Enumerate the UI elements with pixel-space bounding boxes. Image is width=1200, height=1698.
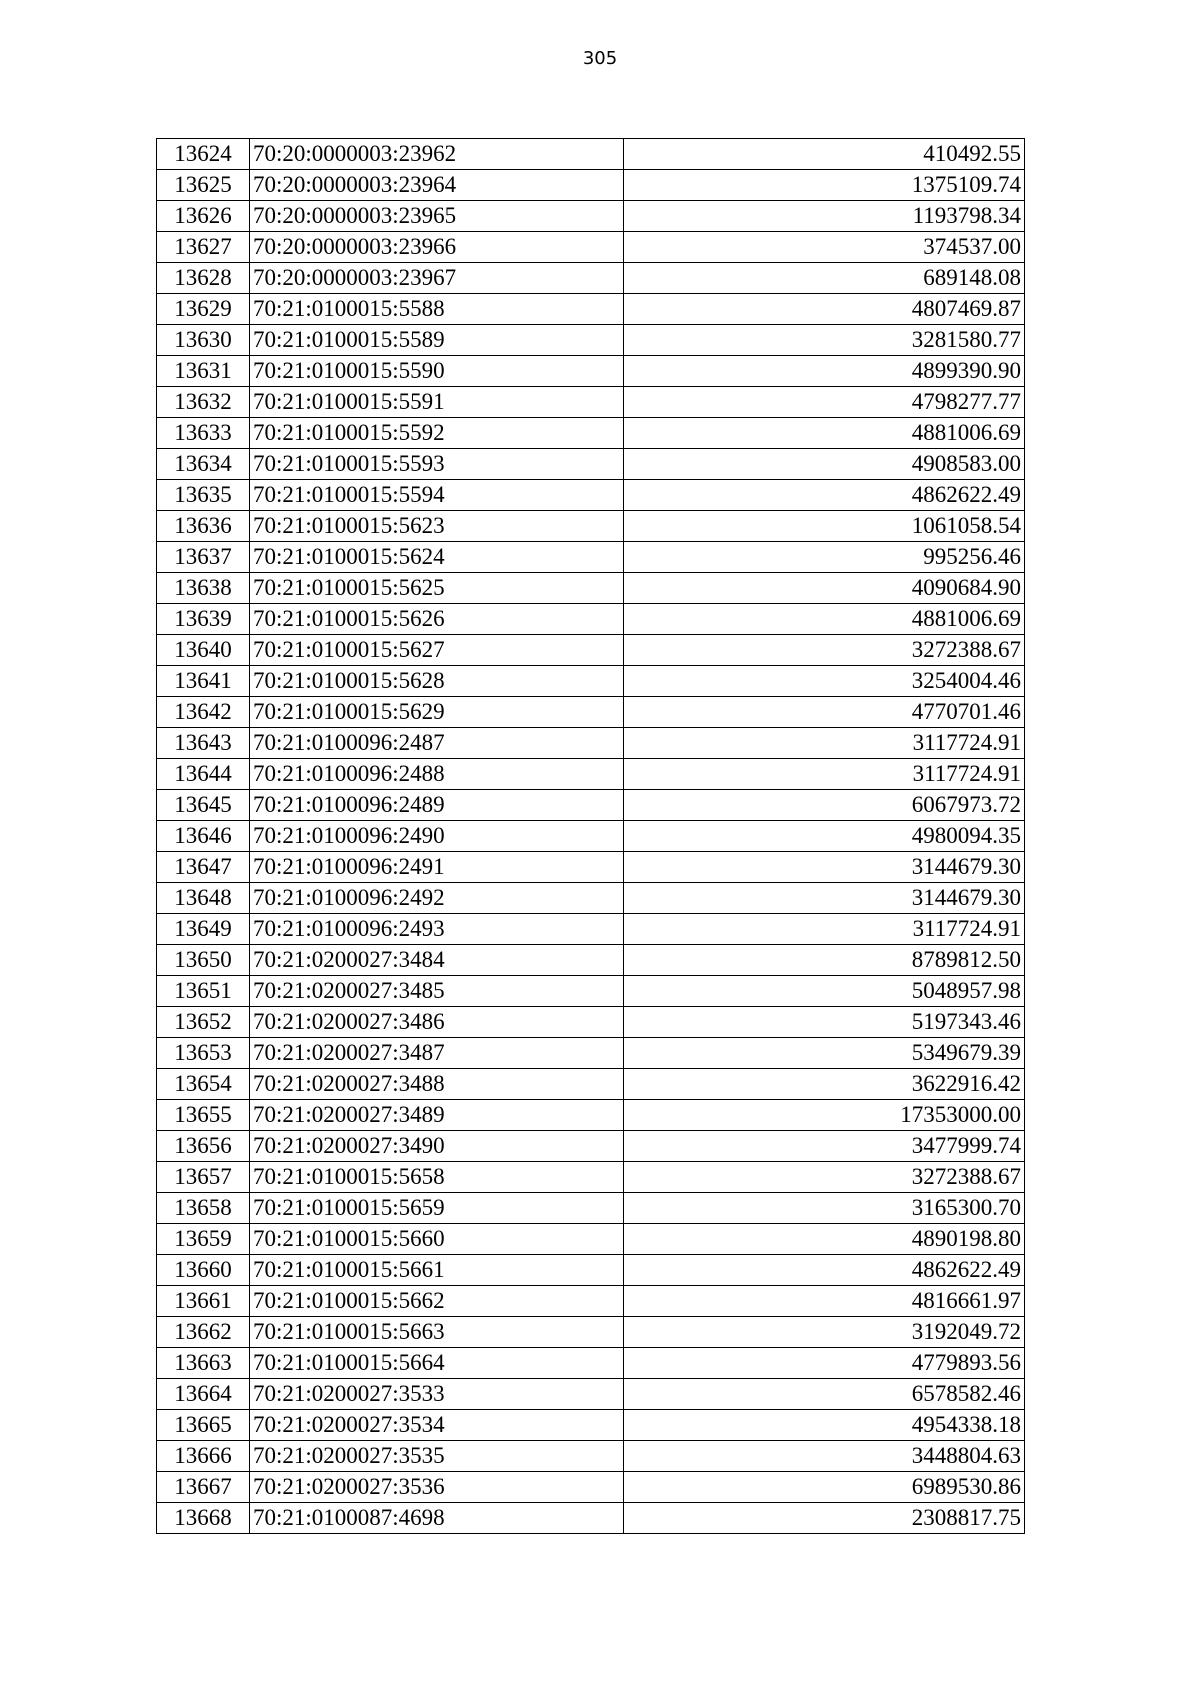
row-number-cell: 13663 bbox=[157, 1348, 250, 1379]
value-cell: 6989530.86 bbox=[624, 1472, 1025, 1503]
cadastral-number-cell: 70:20:0000003:23964 bbox=[250, 170, 624, 201]
row-number-cell: 13637 bbox=[157, 542, 250, 573]
value-cell: 2308817.75 bbox=[624, 1503, 1025, 1534]
value-cell: 4090684.90 bbox=[624, 573, 1025, 604]
cadastral-number-cell: 70:21:0100096:2489 bbox=[250, 790, 624, 821]
row-number-cell: 13646 bbox=[157, 821, 250, 852]
value-cell: 4899390.90 bbox=[624, 356, 1025, 387]
cadastral-number-cell: 70:21:0100015:5662 bbox=[250, 1286, 624, 1317]
row-number-cell: 13650 bbox=[157, 945, 250, 976]
cadastral-number-cell: 70:21:0100087:4698 bbox=[250, 1503, 624, 1534]
row-number-cell: 13668 bbox=[157, 1503, 250, 1534]
table-row bbox=[157, 1069, 1025, 1100]
cadastral-number-cell: 70:21:0100015:5590 bbox=[250, 356, 624, 387]
row-number-cell: 13664 bbox=[157, 1379, 250, 1410]
row-number-cell: 13636 bbox=[157, 511, 250, 542]
cadastral-number-cell: 70:21:0100015:5593 bbox=[250, 449, 624, 480]
value-cell: 3622916.42 bbox=[624, 1069, 1025, 1100]
table-row bbox=[157, 1100, 1025, 1131]
value-cell: 4954338.18 bbox=[624, 1410, 1025, 1441]
value-cell: 4881006.69 bbox=[624, 604, 1025, 635]
table-row bbox=[157, 914, 1025, 945]
cadastral-number-cell: 70:21:0100096:2493 bbox=[250, 914, 624, 945]
registry-table-body bbox=[157, 139, 1025, 1534]
cadastral-number-cell: 70:21:0200027:3490 bbox=[250, 1131, 624, 1162]
value-cell: 3281580.77 bbox=[624, 325, 1025, 356]
value-cell: 4807469.87 bbox=[624, 294, 1025, 325]
cadastral-number-cell: 70:21:0100015:5658 bbox=[250, 1162, 624, 1193]
table-row bbox=[157, 1441, 1025, 1472]
row-number-cell: 13633 bbox=[157, 418, 250, 449]
table-row bbox=[157, 1224, 1025, 1255]
table-row bbox=[157, 1503, 1025, 1534]
table-row bbox=[157, 511, 1025, 542]
value-cell: 4862622.49 bbox=[624, 1255, 1025, 1286]
row-number-cell: 13665 bbox=[157, 1410, 250, 1441]
value-cell: 1375109.74 bbox=[624, 170, 1025, 201]
table-row bbox=[157, 666, 1025, 697]
cadastral-number-cell: 70:21:0200027:3488 bbox=[250, 1069, 624, 1100]
row-number-cell: 13642 bbox=[157, 697, 250, 728]
table-row bbox=[157, 1317, 1025, 1348]
value-cell: 995256.46 bbox=[624, 542, 1025, 573]
row-number-cell: 13662 bbox=[157, 1317, 250, 1348]
row-number-cell: 13644 bbox=[157, 759, 250, 790]
cadastral-number-cell: 70:21:0200027:3489 bbox=[250, 1100, 624, 1131]
cadastral-number-cell: 70:21:0100096:2487 bbox=[250, 728, 624, 759]
value-cell: 3165300.70 bbox=[624, 1193, 1025, 1224]
cadastral-number-cell: 70:21:0100096:2492 bbox=[250, 883, 624, 914]
row-number-cell: 13648 bbox=[157, 883, 250, 914]
value-cell: 3144679.30 bbox=[624, 852, 1025, 883]
cadastral-number-cell: 70:21:0100015:5659 bbox=[250, 1193, 624, 1224]
table-row bbox=[157, 1131, 1025, 1162]
row-number-cell: 13632 bbox=[157, 387, 250, 418]
cadastral-number-cell: 70:21:0100096:2488 bbox=[250, 759, 624, 790]
row-number-cell: 13666 bbox=[157, 1441, 250, 1472]
row-number-cell: 13628 bbox=[157, 263, 250, 294]
cadastral-number-cell: 70:21:0100096:2490 bbox=[250, 821, 624, 852]
value-cell: 410492.55 bbox=[624, 139, 1025, 170]
row-number-cell: 13629 bbox=[157, 294, 250, 325]
value-cell: 3117724.91 bbox=[624, 728, 1025, 759]
table-row bbox=[157, 418, 1025, 449]
row-number-cell: 13654 bbox=[157, 1069, 250, 1100]
cadastral-number-cell: 70:20:0000003:23966 bbox=[250, 232, 624, 263]
cadastral-number-cell: 70:21:0100015:5663 bbox=[250, 1317, 624, 1348]
cadastral-number-cell: 70:21:0200027:3484 bbox=[250, 945, 624, 976]
cadastral-number-cell: 70:21:0100015:5629 bbox=[250, 697, 624, 728]
row-number-cell: 13647 bbox=[157, 852, 250, 883]
cadastral-number-cell: 70:21:0100015:5660 bbox=[250, 1224, 624, 1255]
row-number-cell: 13649 bbox=[157, 914, 250, 945]
table-row bbox=[157, 1007, 1025, 1038]
value-cell: 4862622.49 bbox=[624, 480, 1025, 511]
table-row bbox=[157, 201, 1025, 232]
table-row bbox=[157, 821, 1025, 852]
table-row bbox=[157, 542, 1025, 573]
table-row bbox=[157, 170, 1025, 201]
value-cell: 4890198.80 bbox=[624, 1224, 1025, 1255]
row-number-cell: 13643 bbox=[157, 728, 250, 759]
value-cell: 4816661.97 bbox=[624, 1286, 1025, 1317]
row-number-cell: 13661 bbox=[157, 1286, 250, 1317]
value-cell: 5048957.98 bbox=[624, 976, 1025, 1007]
value-cell: 689148.08 bbox=[624, 263, 1025, 294]
row-number-cell: 13639 bbox=[157, 604, 250, 635]
value-cell: 3144679.30 bbox=[624, 883, 1025, 914]
cadastral-number-cell: 70:21:0200027:3486 bbox=[250, 1007, 624, 1038]
row-number-cell: 13667 bbox=[157, 1472, 250, 1503]
table-row bbox=[157, 1472, 1025, 1503]
value-cell: 4779893.56 bbox=[624, 1348, 1025, 1379]
row-number-cell: 13634 bbox=[157, 449, 250, 480]
row-number-cell: 13638 bbox=[157, 573, 250, 604]
row-number-cell: 13659 bbox=[157, 1224, 250, 1255]
value-cell: 374537.00 bbox=[624, 232, 1025, 263]
value-cell: 3448804.63 bbox=[624, 1441, 1025, 1472]
table-row bbox=[157, 1379, 1025, 1410]
value-cell: 3272388.67 bbox=[624, 635, 1025, 666]
row-number-cell: 13660 bbox=[157, 1255, 250, 1286]
table-row bbox=[157, 604, 1025, 635]
table-row bbox=[157, 480, 1025, 511]
row-number-cell: 13655 bbox=[157, 1100, 250, 1131]
row-number-cell: 13658 bbox=[157, 1193, 250, 1224]
row-number-cell: 13630 bbox=[157, 325, 250, 356]
table-row bbox=[157, 573, 1025, 604]
row-number-cell: 13626 bbox=[157, 201, 250, 232]
value-cell: 3117724.91 bbox=[624, 914, 1025, 945]
row-number-cell: 13627 bbox=[157, 232, 250, 263]
cadastral-number-cell: 70:20:0000003:23965 bbox=[250, 201, 624, 232]
page-number: 305 bbox=[582, 48, 618, 69]
cadastral-number-cell: 70:21:0200027:3535 bbox=[250, 1441, 624, 1472]
cadastral-number-cell: 70:21:0100015:5594 bbox=[250, 480, 624, 511]
value-cell: 4980094.35 bbox=[624, 821, 1025, 852]
cadastral-number-cell: 70:21:0100015:5626 bbox=[250, 604, 624, 635]
table-row bbox=[157, 325, 1025, 356]
cadastral-number-cell: 70:21:0100015:5661 bbox=[250, 1255, 624, 1286]
row-number-cell: 13653 bbox=[157, 1038, 250, 1069]
table-row bbox=[157, 790, 1025, 821]
table-row bbox=[157, 1255, 1025, 1286]
row-number-cell: 13651 bbox=[157, 976, 250, 1007]
value-cell: 8789812.50 bbox=[624, 945, 1025, 976]
value-cell: 4908583.00 bbox=[624, 449, 1025, 480]
table-row bbox=[157, 139, 1025, 170]
value-cell: 4770701.46 bbox=[624, 697, 1025, 728]
row-number-cell: 13624 bbox=[157, 139, 250, 170]
row-number-cell: 13641 bbox=[157, 666, 250, 697]
row-number-cell: 13656 bbox=[157, 1131, 250, 1162]
table-row bbox=[157, 697, 1025, 728]
table-row bbox=[157, 232, 1025, 263]
row-number-cell: 13631 bbox=[157, 356, 250, 387]
value-cell: 6067973.72 bbox=[624, 790, 1025, 821]
table-row bbox=[157, 263, 1025, 294]
row-number-cell: 13635 bbox=[157, 480, 250, 511]
value-cell: 3117724.91 bbox=[624, 759, 1025, 790]
table-row bbox=[157, 852, 1025, 883]
table-row bbox=[157, 449, 1025, 480]
cadastral-number-cell: 70:21:0100015:5588 bbox=[250, 294, 624, 325]
cadastral-number-cell: 70:21:0100015:5623 bbox=[250, 511, 624, 542]
table-row bbox=[157, 883, 1025, 914]
table-row bbox=[157, 1193, 1025, 1224]
value-cell: 3272388.67 bbox=[624, 1162, 1025, 1193]
value-cell: 3192049.72 bbox=[624, 1317, 1025, 1348]
cadastral-number-cell: 70:21:0100096:2491 bbox=[250, 852, 624, 883]
value-cell: 3477999.74 bbox=[624, 1131, 1025, 1162]
table-row bbox=[157, 387, 1025, 418]
table-row bbox=[157, 1162, 1025, 1193]
value-cell: 5197343.46 bbox=[624, 1007, 1025, 1038]
cadastral-number-cell: 70:21:0100015:5628 bbox=[250, 666, 624, 697]
value-cell: 4798277.77 bbox=[624, 387, 1025, 418]
value-cell: 1193798.34 bbox=[624, 201, 1025, 232]
value-cell: 3254004.46 bbox=[624, 666, 1025, 697]
table-row bbox=[157, 1410, 1025, 1441]
table-row bbox=[157, 1348, 1025, 1379]
cadastral-number-cell: 70:21:0100015:5589 bbox=[250, 325, 624, 356]
cadastral-number-cell: 70:21:0200027:3487 bbox=[250, 1038, 624, 1069]
cadastral-number-cell: 70:21:0200027:3536 bbox=[250, 1472, 624, 1503]
table-row bbox=[157, 356, 1025, 387]
table-row bbox=[157, 976, 1025, 1007]
cadastral-number-cell: 70:20:0000003:23967 bbox=[250, 263, 624, 294]
registry-table bbox=[156, 138, 1025, 1534]
row-number-cell: 13645 bbox=[157, 790, 250, 821]
row-number-cell: 13652 bbox=[157, 1007, 250, 1038]
row-number-cell: 13640 bbox=[157, 635, 250, 666]
table-row bbox=[157, 759, 1025, 790]
cadastral-number-cell: 70:21:0100015:5591 bbox=[250, 387, 624, 418]
row-number-cell: 13625 bbox=[157, 170, 250, 201]
cadastral-number-cell: 70:21:0100015:5592 bbox=[250, 418, 624, 449]
table-row bbox=[157, 1286, 1025, 1317]
value-cell: 5349679.39 bbox=[624, 1038, 1025, 1069]
value-cell: 6578582.46 bbox=[624, 1379, 1025, 1410]
table-row bbox=[157, 635, 1025, 666]
row-number-cell: 13657 bbox=[157, 1162, 250, 1193]
cadastral-number-cell: 70:21:0200027:3533 bbox=[250, 1379, 624, 1410]
cadastral-number-cell: 70:21:0200027:3534 bbox=[250, 1410, 624, 1441]
value-cell: 4881006.69 bbox=[624, 418, 1025, 449]
value-cell: 17353000.00 bbox=[624, 1100, 1025, 1131]
cadastral-number-cell: 70:20:0000003:23962 bbox=[250, 139, 624, 170]
table-row bbox=[157, 1038, 1025, 1069]
table-row bbox=[157, 294, 1025, 325]
cadastral-number-cell: 70:21:0100015:5627 bbox=[250, 635, 624, 666]
table-row bbox=[157, 728, 1025, 759]
cadastral-number-cell: 70:21:0100015:5624 bbox=[250, 542, 624, 573]
table-row bbox=[157, 945, 1025, 976]
cadastral-number-cell: 70:21:0100015:5625 bbox=[250, 573, 624, 604]
cadastral-number-cell: 70:21:0200027:3485 bbox=[250, 976, 624, 1007]
cadastral-number-cell: 70:21:0100015:5664 bbox=[250, 1348, 624, 1379]
value-cell: 1061058.54 bbox=[624, 511, 1025, 542]
